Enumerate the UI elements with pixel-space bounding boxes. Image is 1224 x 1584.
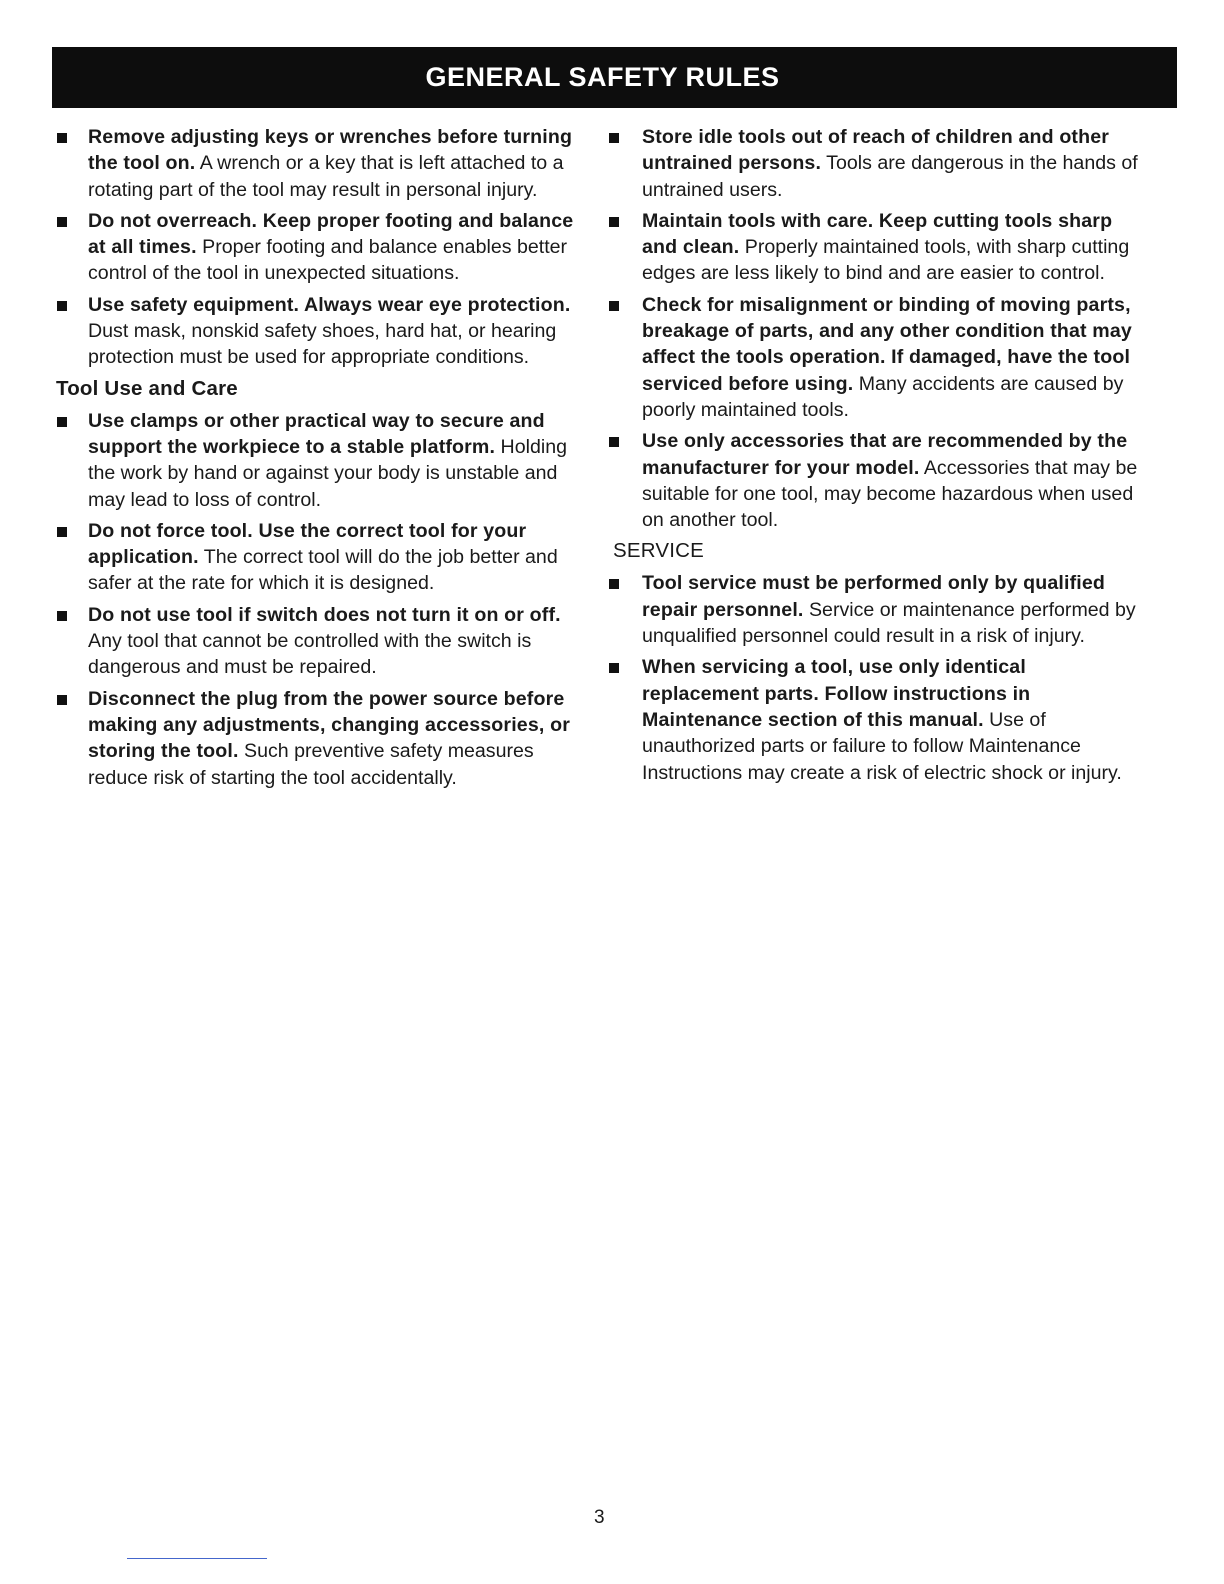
safety-rule <box>30 518 582 597</box>
safety-rule <box>580 654 1145 785</box>
rule-body: Such preventive safety measures reduce risk of starting the tool accidentally. <box>88 740 534 789</box>
safety-rule <box>580 208 1145 287</box>
section-heading-service: SERVICE <box>613 539 705 563</box>
rule-lead: Store idle tools out of reach of children and other untrained persons. <box>642 126 1110 175</box>
rule-body: Service or maintenance performed by unqualified personnel could result in a risk of injury. <box>642 598 1136 648</box>
rule-body: Use of unauthorized parts or failure to follow Maintenance Instructions may create a risk of electric shock or injury. <box>642 708 1122 784</box>
square-bullet-icon <box>57 695 67 705</box>
rule-body: The correct tool will do the job better and safer at the rate for which it is designed. <box>88 546 558 595</box>
square-bullet-icon <box>57 527 67 537</box>
rule-lead: Do not use tool if switch does not turn it on or off. <box>88 603 561 626</box>
rule-body: Holding the work by hand or against your body is unstable and may lead to loss of control. <box>88 435 567 511</box>
rule-lead: Use safety equipment. Always wear eye protection. <box>88 293 571 316</box>
footer-rule-line <box>127 1558 267 1559</box>
square-bullet-icon <box>609 437 619 447</box>
square-bullet-icon <box>609 217 619 227</box>
square-bullet-icon <box>57 417 67 427</box>
square-bullet-icon <box>609 133 619 143</box>
rule-body: Proper footing and balance enables better control of the tool in unexpected situations. <box>88 236 568 285</box>
section-heading-tool-use: Tool Use and Care <box>56 376 238 400</box>
safety-rule <box>30 124 582 203</box>
rule-lead: Disconnect the plug from the power source before making any adjustments, changing accessories, or storing the tool. <box>88 687 570 763</box>
rule-body: Any tool that cannot be controlled with the switch is dangerous and must be repaired. <box>88 630 532 679</box>
title-banner <box>52 47 1177 108</box>
square-bullet-icon <box>609 663 619 673</box>
page-title: GENERAL SAFETY RULES <box>425 62 780 92</box>
rule-lead: Use clamps or other practical way to secure and support the workpiece to a stable platform. <box>88 409 545 458</box>
square-bullet-icon <box>609 301 619 311</box>
right-column <box>580 124 1145 791</box>
safety-rule <box>30 686 582 791</box>
rule-body: A wrench or a key that is left attached to a rotating part of the tool may result in personal injury. <box>88 152 564 201</box>
square-bullet-icon <box>57 133 67 143</box>
rule-lead: Maintain tools with care. Keep cutting tools sharp and clean. <box>642 209 1113 259</box>
rule-lead: Tool service must be performed only by qualified repair personnel. <box>642 572 1106 621</box>
rule-body: Many accidents are caused by poorly maintained tools. <box>642 372 1124 421</box>
safety-rule <box>30 602 582 681</box>
square-bullet-icon <box>57 611 67 621</box>
rule-body: Tools are dangerous in the hands of untrained users. <box>642 152 1138 201</box>
rule-lead: Remove adjusting keys or wrenches before turning the tool on. <box>88 126 573 175</box>
page-number: 3 <box>594 1507 605 1528</box>
safety-rule <box>30 408 582 513</box>
safety-rule <box>580 570 1145 649</box>
rule-lead: Do not overreach. Keep proper footing and balance at all times. <box>88 209 574 259</box>
safety-rule <box>30 208 582 287</box>
safety-rule <box>580 428 1145 533</box>
square-bullet-icon <box>57 301 67 311</box>
rule-body: Properly maintained tools, with sharp cutting edges are less likely to bind and are easier to control. <box>642 236 1130 285</box>
safety-rule <box>580 292 1145 423</box>
rule-body: Dust mask, nonskid safety shoes, hard hat, or hearing protection must be used for appropriate conditions. <box>88 320 557 369</box>
square-bullet-icon <box>57 217 67 227</box>
rule-lead: Check for misalignment or binding of moving parts, breakage of parts, and any other condition that may affect the tools operation. If damaged, have the tool serviced before using. <box>642 293 1132 395</box>
safety-rule <box>580 124 1145 203</box>
rule-body: Accessories that may be suitable for one tool, may become hazardous when used on another tool. <box>642 456 1138 532</box>
rule-lead: When servicing a tool, use only identical replacement parts. Follow instructions in Maintenance section of this manual. <box>642 656 1031 731</box>
safety-rule <box>30 292 582 371</box>
left-column <box>30 124 582 796</box>
square-bullet-icon <box>609 579 619 589</box>
rule-lead: Use only accessories that are recommended by the manufacturer for your model. <box>642 430 1128 479</box>
rule-lead: Do not force tool. Use the correct tool for your application. <box>88 519 527 569</box>
